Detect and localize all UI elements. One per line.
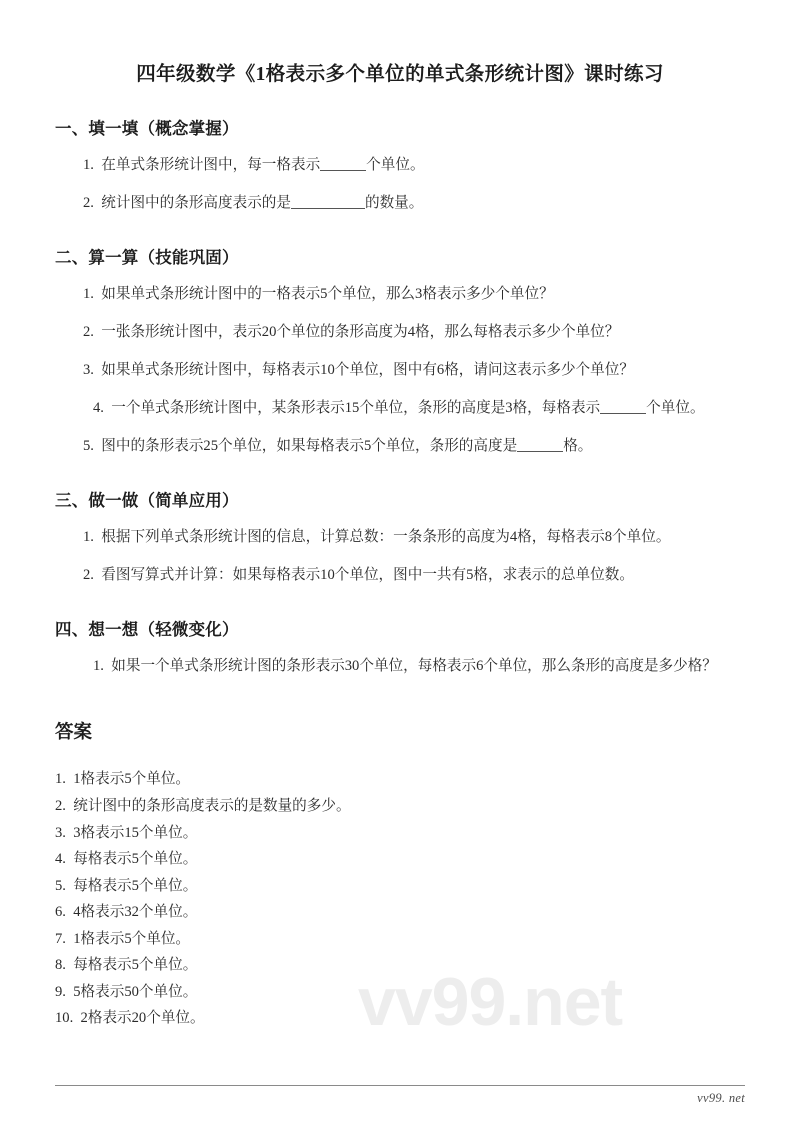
- answer-text: 每格表示5个单位。: [73, 851, 198, 868]
- question-item: [55, 640, 745, 678]
- question-list: [55, 139, 745, 215]
- page-footer: [55, 1085, 745, 1106]
- question-number: 1.: [83, 286, 94, 303]
- answers-list: [55, 744, 745, 1031]
- question-text: 如果单式条形统计图中的一格表示5个单位，那么3格表示多少个单位？: [101, 286, 554, 303]
- answer-number: 3.: [55, 824, 66, 841]
- answer-blank[interactable]: [291, 208, 365, 209]
- question-number: 1.: [93, 658, 104, 675]
- question-item: [55, 420, 745, 458]
- answer-blank[interactable]: [600, 413, 646, 414]
- answer-item: [55, 766, 745, 793]
- question-list: [55, 640, 745, 678]
- question-item: [55, 511, 745, 549]
- section: [55, 215, 745, 458]
- question-text: 一张条形统计图中，表示20个单位的条形高度为4格，那么每格表示多少个单位？: [101, 324, 620, 341]
- answer-text: 2格表示20个单位。: [80, 1010, 205, 1027]
- question-text-tail: 个单位。: [646, 400, 705, 417]
- question-item: [55, 549, 745, 587]
- answer-text: 每格表示5个单位。: [73, 877, 198, 894]
- question-text: 根据下列单式条形统计图的信息，计算总数：一条条形的高度为4格，每格表示8个单位。: [101, 529, 671, 546]
- answers-heading: 答案: [55, 723, 93, 744]
- question-number: 1.: [83, 529, 94, 546]
- sections-container: [55, 86, 745, 678]
- watermark-text: vv99.net: [358, 964, 623, 1040]
- question-text: 如果单式条形统计图中，每格表示10个单位，图中有6格，请问这表示多少个单位？: [101, 362, 634, 379]
- answer-item: [55, 793, 745, 820]
- section-heading: 一、填一填（概念掌握）: [55, 119, 239, 138]
- question-text: 一个单式条形统计图中，某条形表示15个单位，条形的高度是3格，每格表示: [111, 400, 601, 417]
- question-text: 在单式条形统计图中，每一格表示: [101, 157, 321, 173]
- answer-blank[interactable]: [517, 451, 563, 452]
- question-text: 统计图中的条形高度表示的是: [101, 195, 291, 212]
- answer-item: [55, 899, 745, 926]
- answer-text: 5格表示50个单位。: [73, 983, 198, 1000]
- question-item: [55, 344, 745, 382]
- question-text-tail: 的数量。: [364, 195, 424, 212]
- section-heading: 四、想一想（轻微变化）: [55, 620, 239, 640]
- answer-number: 1.: [55, 771, 66, 788]
- question-text-tail: 个单位。: [366, 157, 425, 173]
- answer-item: [55, 979, 745, 1006]
- answer-number: 4.: [55, 851, 66, 868]
- answer-item: [55, 873, 745, 900]
- question-number: 5.: [83, 438, 94, 455]
- section: [55, 86, 745, 215]
- answer-number: 6.: [55, 904, 66, 921]
- answer-item: [55, 1005, 745, 1032]
- answer-text: 1格表示5个单位。: [73, 930, 191, 947]
- question-number: 2.: [83, 324, 94, 341]
- question-number: 2.: [83, 567, 94, 584]
- answer-blank[interactable]: [320, 170, 366, 171]
- question-text: 如果一个单式条形统计图的条形表示30个单位，每格表示6个单位，那么条形的高度是多少格？: [111, 658, 717, 675]
- answer-text: 4格表示32个单位。: [73, 904, 198, 921]
- answer-number: 8.: [55, 957, 66, 974]
- question-text-tail: 格。: [563, 438, 593, 455]
- question-item: [55, 268, 745, 306]
- question-list: [55, 268, 745, 458]
- question-text: 看图写算式并计算：如果每格表示10个单位，图中一共有5格，求表示的总单位数。: [101, 567, 634, 584]
- answer-text: 3格表示15个单位。: [73, 824, 198, 841]
- question-item: [55, 177, 745, 215]
- answer-item: [55, 846, 745, 873]
- answer-item: [55, 926, 745, 953]
- question-number: 2.: [83, 195, 94, 212]
- answer-number: 10.: [55, 1010, 74, 1027]
- question-list: [55, 511, 745, 587]
- section: [55, 587, 745, 678]
- answer-number: 9.: [55, 983, 66, 1000]
- answer-item: [55, 952, 745, 979]
- page-title: 四年级数学《1格表示多个单位的单式条形统计图》课时练习: [136, 64, 664, 85]
- question-item: [55, 382, 745, 420]
- section: [55, 458, 745, 587]
- question-number: 4.: [93, 400, 104, 417]
- section-heading: 三、做一做（简单应用）: [55, 491, 239, 511]
- section-heading: 二、算一算（技能巩固）: [55, 248, 239, 268]
- footer-watermark-text: vv99. net: [697, 1091, 745, 1105]
- answer-text: 每格表示5个单位。: [73, 957, 198, 974]
- question-text: 图中的条形表示25个单位，如果每格表示5个单位，条形的高度是: [101, 438, 518, 455]
- answer-number: 5.: [55, 877, 66, 894]
- answer-text: 统计图中的条形高度表示的是数量的多少。: [73, 798, 351, 815]
- answer-number: 7.: [55, 930, 66, 947]
- question-item: [55, 306, 745, 344]
- answer-text: 1格表示5个单位。: [73, 771, 191, 788]
- answer-item: [55, 820, 745, 847]
- question-item: [55, 139, 745, 177]
- question-number: 3.: [83, 362, 94, 379]
- question-number: 1.: [83, 157, 94, 173]
- answer-number: 2.: [55, 798, 66, 815]
